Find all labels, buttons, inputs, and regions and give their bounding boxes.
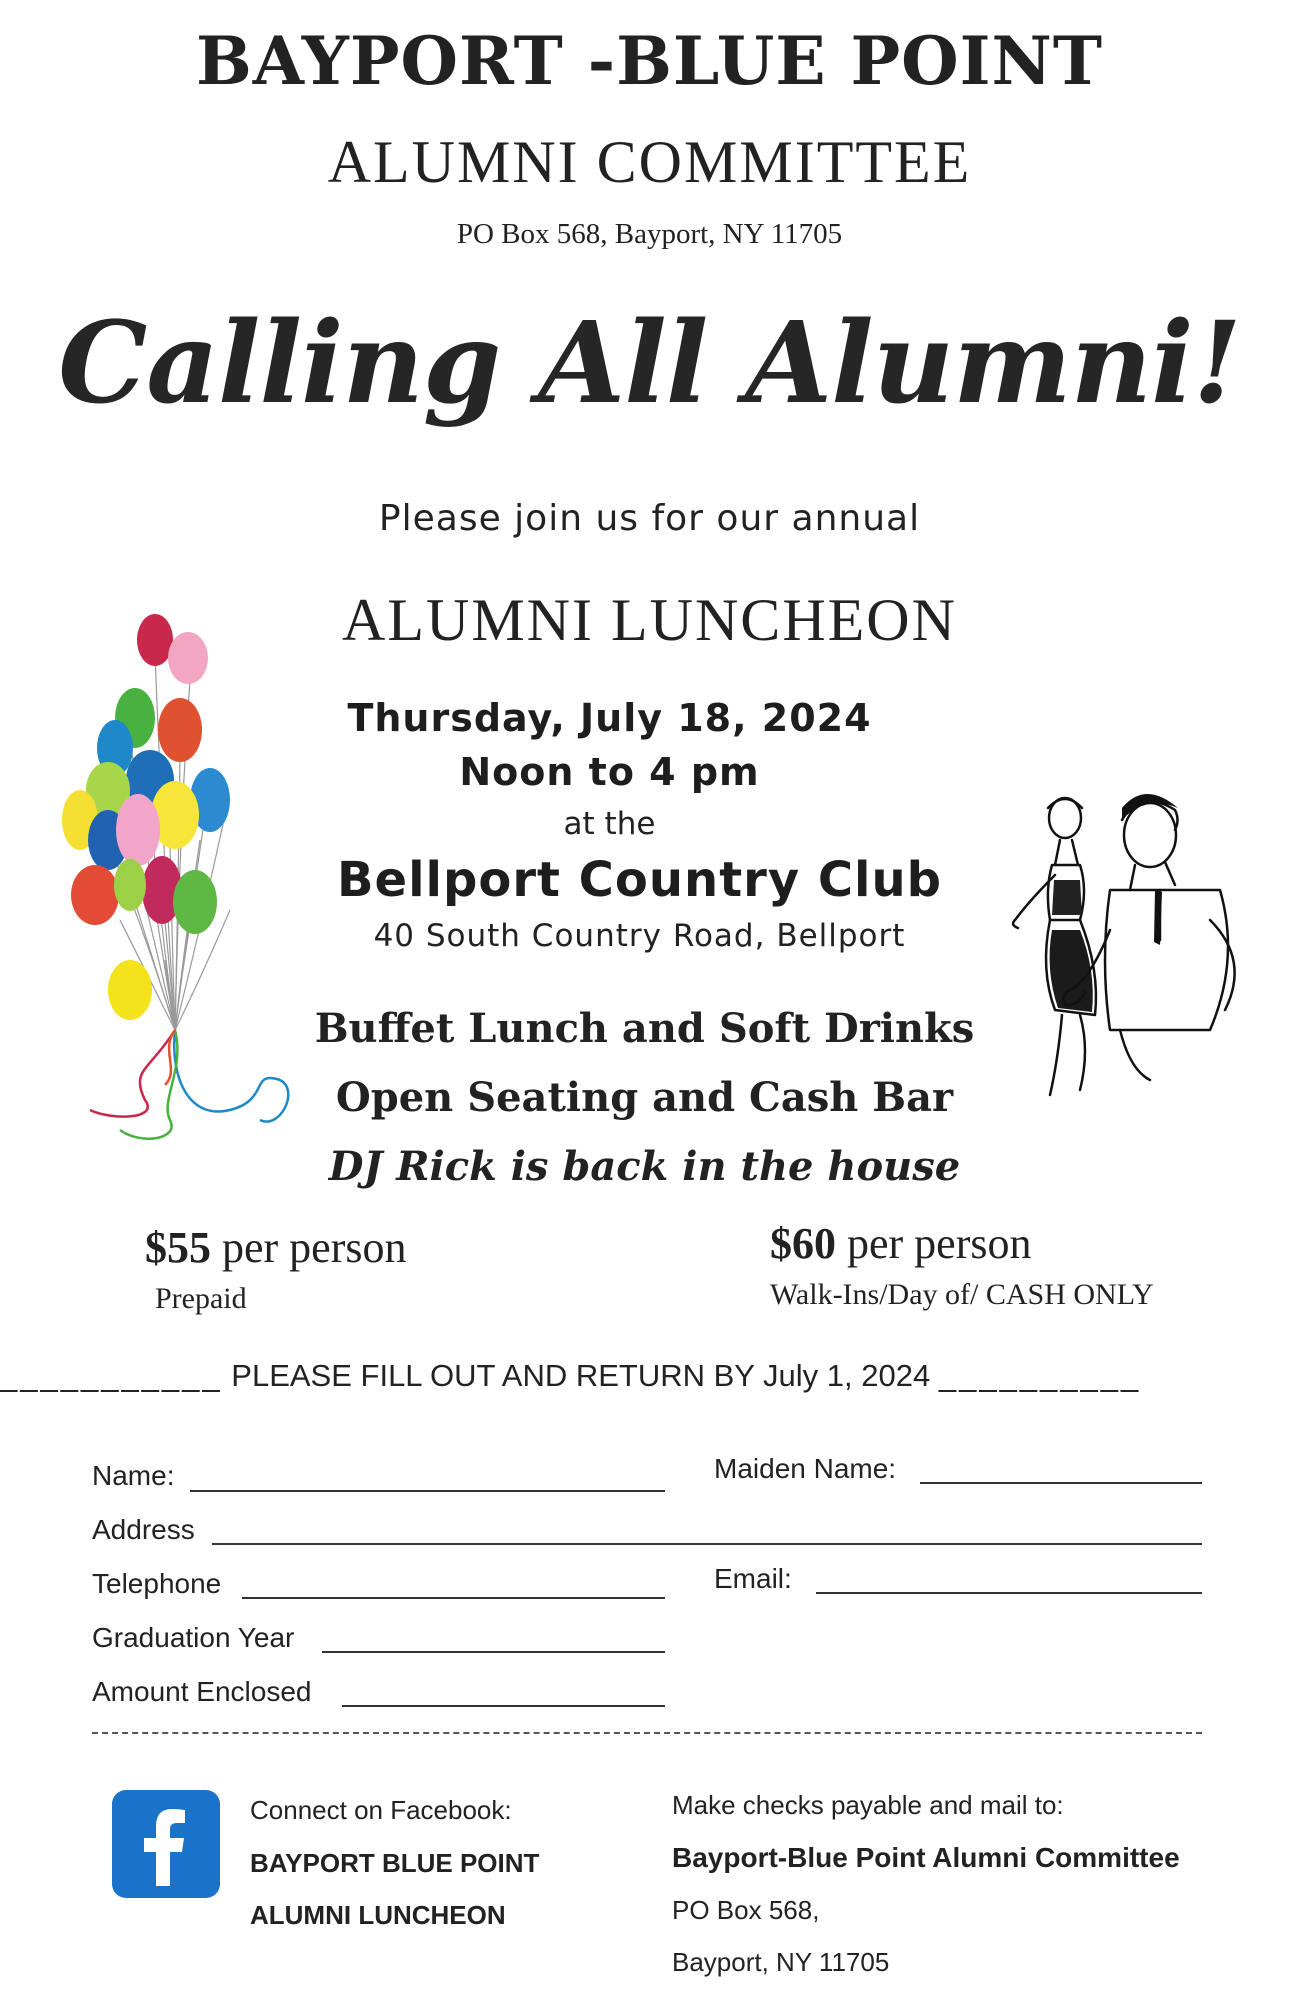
cutline-left-dashes: ___________: [0, 1358, 223, 1393]
walkin-unit: per person: [847, 1219, 1032, 1268]
telephone-field[interactable]: [242, 1597, 665, 1599]
name-field[interactable]: [190, 1490, 665, 1492]
invite-line: Please join us for our annual: [378, 498, 921, 539]
feature-buffet: Buffet Lunch and Soft Drinks: [314, 1005, 975, 1052]
graduation-year-label: Graduation Year: [92, 1622, 295, 1653]
amount-enclosed-label: Amount Enclosed: [92, 1676, 312, 1707]
mail-address-line1: PO Box 568,: [672, 1895, 820, 1925]
email-field[interactable]: [816, 1592, 1202, 1594]
at-the-text: at the: [563, 806, 656, 842]
maiden-name-label: Maiden Name:: [714, 1453, 897, 1484]
cutline-right-dashes: __________: [938, 1358, 1142, 1393]
facebook-icon[interactable]: [112, 1790, 220, 1898]
venue-address: 40 South Country Road, Bellport: [373, 918, 906, 954]
event-time: Noon to 4 pm: [459, 750, 760, 794]
walkin-note: Walk-Ins/Day of/ CASH ONLY: [770, 1278, 1154, 1311]
walkin-price: [770, 1218, 1032, 1269]
name-label: Name:: [92, 1460, 175, 1491]
feature-seating: Open Seating and Cash Bar: [335, 1074, 954, 1121]
return-by-cutline: [0, 1358, 1299, 1394]
prepaid-amount: $55: [145, 1223, 211, 1272]
committee-name: ALUMNI COMMITTEE: [327, 129, 972, 195]
telephone-label: Telephone: [92, 1568, 222, 1599]
maiden-name-field[interactable]: [920, 1482, 1202, 1484]
facebook-page-line1[interactable]: BAYPORT BLUE POINT: [250, 1848, 540, 1878]
venue-name: Bellport Country Club: [336, 852, 943, 908]
event-date: Thursday, July 18, 2024: [347, 696, 872, 740]
balloons-illustration: [50, 600, 320, 1200]
header-address: PO Box 568, Bayport, NY 11705: [456, 218, 843, 250]
event-name: ALUMNI LUNCHEON: [342, 587, 957, 653]
form-bottom-divider: [92, 1732, 1202, 1734]
address-label: Address: [92, 1514, 195, 1545]
mail-address-line2: Bayport, NY 11705: [672, 1947, 890, 1977]
address-field[interactable]: [212, 1543, 1202, 1545]
facebook-connect: Connect on Facebook:: [250, 1795, 512, 1825]
org-name: BAYPORT -BLUE POINT: [196, 22, 1103, 100]
facebook-page-line2[interactable]: ALUMNI LUNCHEON: [250, 1900, 506, 1930]
feature-dj: DJ Rick is back in the house: [328, 1143, 961, 1190]
prepaid-unit: per person: [222, 1223, 407, 1272]
walkin-amount: $60: [770, 1219, 836, 1268]
prepaid-note: Prepaid: [155, 1282, 247, 1315]
email-label: Email:: [714, 1563, 792, 1594]
mail-payee: Bayport-Blue Point Alumni Committee: [672, 1842, 1180, 1873]
headline: Calling All Alumni!: [58, 298, 1241, 429]
dancing-couple-illustration: [1010, 780, 1260, 1110]
return-by-text: PLEASE FILL OUT AND RETURN BY July 1, 2024: [231, 1358, 931, 1393]
amount-enclosed-field[interactable]: [342, 1705, 665, 1707]
graduation-year-field[interactable]: [322, 1651, 665, 1653]
prepaid-price: [145, 1222, 407, 1273]
mail-instruction: Make checks payable and mail to:: [672, 1790, 1064, 1820]
